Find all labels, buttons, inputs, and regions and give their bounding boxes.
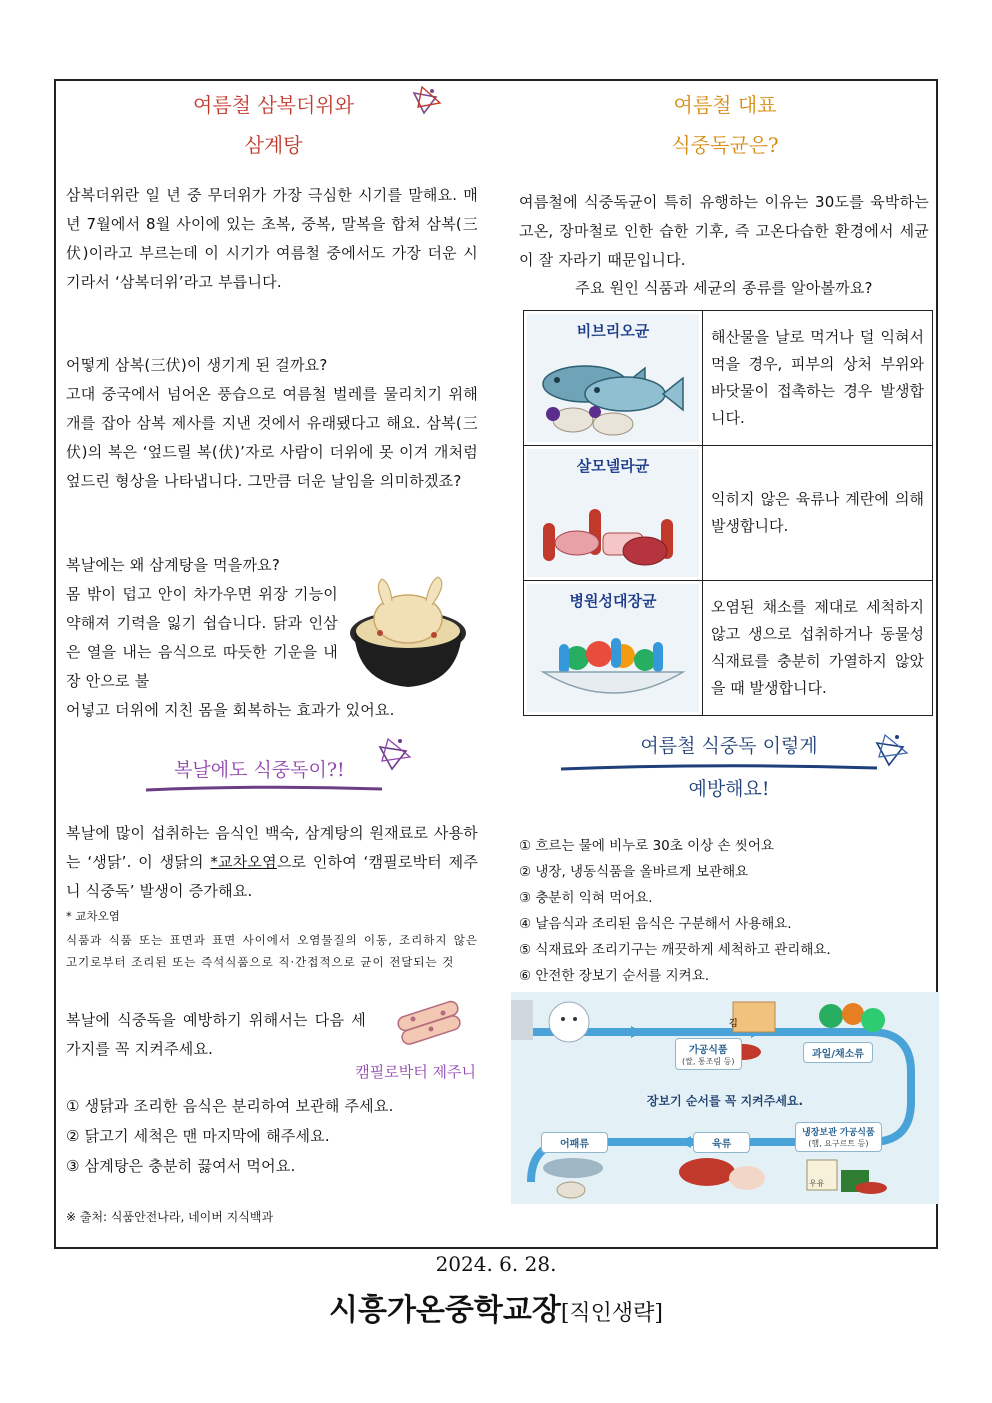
meat-icon: [533, 479, 693, 573]
right-section2-header: [559, 731, 899, 758]
table-row: [524, 581, 933, 716]
tip-item: ⑥ 안전한 장보기 순서를 지켜요.: [519, 968, 710, 984]
source-note: ※ 출처: 식품안전나라, 네이버 지식백과: [66, 1210, 274, 1224]
paragraph-text: 복날에 많이 섭취하는 음식인 백숙, 삼계탕의 원재료로 사용하는 ‘생닭’. 이 생닭의: [66, 824, 478, 871]
germ-description: 익히지 않은 육류나 계란에 의해 발생합니다.: [703, 446, 933, 581]
tip-item: ③ 삼계탕은 충분히 끓여서 먹어요.: [66, 1157, 296, 1175]
intro-paragraph: 삼복더위란 일 년 중 무더위가 가장 극심한 시기를 말해요. 매년 7월에서 8월 사이에 있는 초복, 중복, 말복을 합쳐 삼복(三伏)이라고 부르는데 이 시기가 여름철 중에서도 가장 더운 시기라서 ‘삼복더위’라고 부릅니다.: [66, 186, 478, 291]
campylobacter-label: 캠필로박터 제주니: [355, 1063, 476, 1081]
milk-label: 우유: [809, 1179, 825, 1188]
right-section2-line1: 여름철 식중독 이렇게: [640, 735, 818, 757]
samgyetang-image: [344, 571, 472, 693]
step-processed: [675, 1038, 742, 1070]
tip-item: ② 냉장, 냉동식품을 올바르게 보관해요: [519, 864, 749, 880]
germ-table-wrap: [523, 310, 933, 716]
sparkle-icon: [871, 729, 911, 771]
germ-name: 살모넬라균: [576, 457, 650, 475]
newsletter-frame: [54, 79, 938, 1249]
step-fridge: [795, 1122, 882, 1152]
brush-underline-icon: [559, 763, 879, 773]
shopping-center-text: 장보기 순서를 꼭 지켜주세요.: [646, 1094, 804, 1108]
cross-contamination-term: *교차오염: [210, 853, 277, 871]
right-intro-paragraph: 여름철에 식중독균이 특히 유행하는 이유는 30도를 육박하는 고온, 장마철로 인한 습한 기후, 즉 고온다습한 환경에서 세균이 잘 자라기 때문입니다.: [519, 193, 929, 269]
right-title: [519, 85, 931, 165]
right-tips-list: [519, 833, 929, 989]
tip-item: ① 생닭과 조리한 음식은 분리하여 보관해 주세요.: [66, 1097, 394, 1115]
left-title-line2: 삼계탕: [244, 133, 303, 157]
seal-note: [직인생략]: [560, 1301, 664, 1326]
germ-name: 비브리오균: [576, 322, 650, 340]
signer-name: 시흥가온중학교장: [328, 1293, 561, 1328]
samgyetang-paragraph: 몸 밖이 덥고 안이 차가우면 위장 기능이 약해져 기력을 잃기 쉽습니다. 닭과 인삼은 열을 내는 음식으로 따듯한 기운을 내장 안으로 불: [66, 585, 338, 690]
bacteria-icon: [391, 999, 471, 1047]
package-label: 김: [729, 1019, 738, 1029]
issue-date: 2024. 6. 28.: [435, 1252, 557, 1276]
germ-picture-cell: [524, 581, 703, 716]
germ-table: [523, 310, 933, 716]
germ-picture-cell: [524, 446, 703, 581]
step-label: 냉장보관 가공식품: [802, 1128, 875, 1138]
table-row: [524, 311, 933, 446]
origin-question: 어떻게 삼복(三伏)이 생기게 된 걸까요?: [66, 356, 328, 374]
vibrio-image: [527, 314, 699, 442]
table-row: [524, 446, 933, 581]
left-tips-list: [66, 1091, 478, 1181]
fish-icon: [533, 344, 693, 438]
right-title-line1: 여름철 대표: [673, 93, 777, 117]
cross-contamination-paragraph: [66, 819, 478, 906]
paragraph-text: 으로 인하여 ‘캠필로박터 제주니 식중독’ 발생이 증가해요.: [66, 853, 479, 900]
origin-paragraph: 고대 중국에서 넘어온 풍습으로 여름철 벌레를 물리치기 위해 개를 잡아 삼복 제사를 지낸 것에서 유래됐다고 해요. 삼복(三伏)의 복은 ‘엎드릴 복(伏)’자로 사람이 더위에 못 이겨 개처럼 엎드린 형상을 나타냅니다. 그만큼 더운 날임을 의미하겠죠?: [66, 385, 478, 490]
note-text: 식품과 식품 또는 표면과 표면 사이에서 오염물질의 이동, 조리하지 않은 고기로부터 조리된 또는 즉석식품으로 직·간접적으로 균이 전달되는 것: [66, 933, 478, 969]
tip-item: ① 흐르는 물에 비누로 30초 이상 손 씻어요: [519, 838, 774, 854]
vegetable-bowl-icon: [533, 614, 693, 708]
step-fish: 어패류: [541, 1132, 608, 1153]
germ-description: 오염된 채소를 제대로 세척하지 않고 생으로 섭취하거나 동물성 식재료를 충분히 가열하지 않았을 때 발생합니다.: [703, 581, 933, 716]
left-section2-title: 복날에도 식중독이?!: [174, 759, 345, 781]
tip-item: ⑤ 식재료와 조리기구는 깨끗하게 세척하고 관리해요.: [519, 942, 831, 958]
step-label: 가공식품: [688, 1045, 728, 1056]
step-sublabel: (햄, 요구르트 등): [808, 1139, 869, 1148]
sparkle-icon: [410, 83, 444, 119]
samgyetang-question: 복날에는 왜 삼계탕을 먹을까요?: [66, 556, 281, 574]
step-sublabel: (쌀, 통조림 등): [682, 1057, 735, 1066]
tip-item: ② 닭고기 세척은 맨 마지막에 해주세요.: [66, 1127, 330, 1145]
tip-item: ④ 날음식과 조리된 음식은 구분해서 사용해요.: [519, 916, 792, 932]
step-fruit: 과일/채소류: [803, 1042, 873, 1063]
salmonella-image: [527, 449, 699, 577]
germ-picture-cell: [524, 311, 703, 446]
prevention-intro: 복날에 식중독을 예방하기 위해서는 다음 세 가지를 꼭 지켜주세요.: [66, 1011, 366, 1058]
left-title-line1: 여름철 삼복더위와: [193, 93, 354, 117]
note-title: * 교차오염: [66, 909, 120, 923]
ecoli-image: [527, 584, 699, 712]
brush-underline-icon: [144, 784, 384, 794]
tip-item: ③ 충분히 익혀 먹어요.: [519, 890, 653, 906]
right-section2-line2: 예방해요!: [688, 778, 770, 800]
right-intro-question: 주요 원인 식품과 세균의 종류를 알아볼까요?: [575, 279, 873, 297]
signature-line: [0, 1285, 992, 1329]
germ-description: 해산물을 날로 먹거나 덜 익혀서 먹을 경우, 피부의 상처 부위와 바닷물이 접촉하는 경우 발생합니다.: [703, 311, 933, 446]
sparkle-icon: [374, 733, 414, 773]
step-meat: 육류: [693, 1132, 750, 1153]
shopping-order-infographic: [511, 992, 939, 1204]
samgyetang-paragraph-end: 어넣고 더위에 지친 몸을 회복하는 효과가 있어요.: [66, 701, 395, 719]
right-title-line2: 식중독균은?: [671, 133, 779, 157]
germ-name: 병원성대장균: [569, 592, 657, 610]
